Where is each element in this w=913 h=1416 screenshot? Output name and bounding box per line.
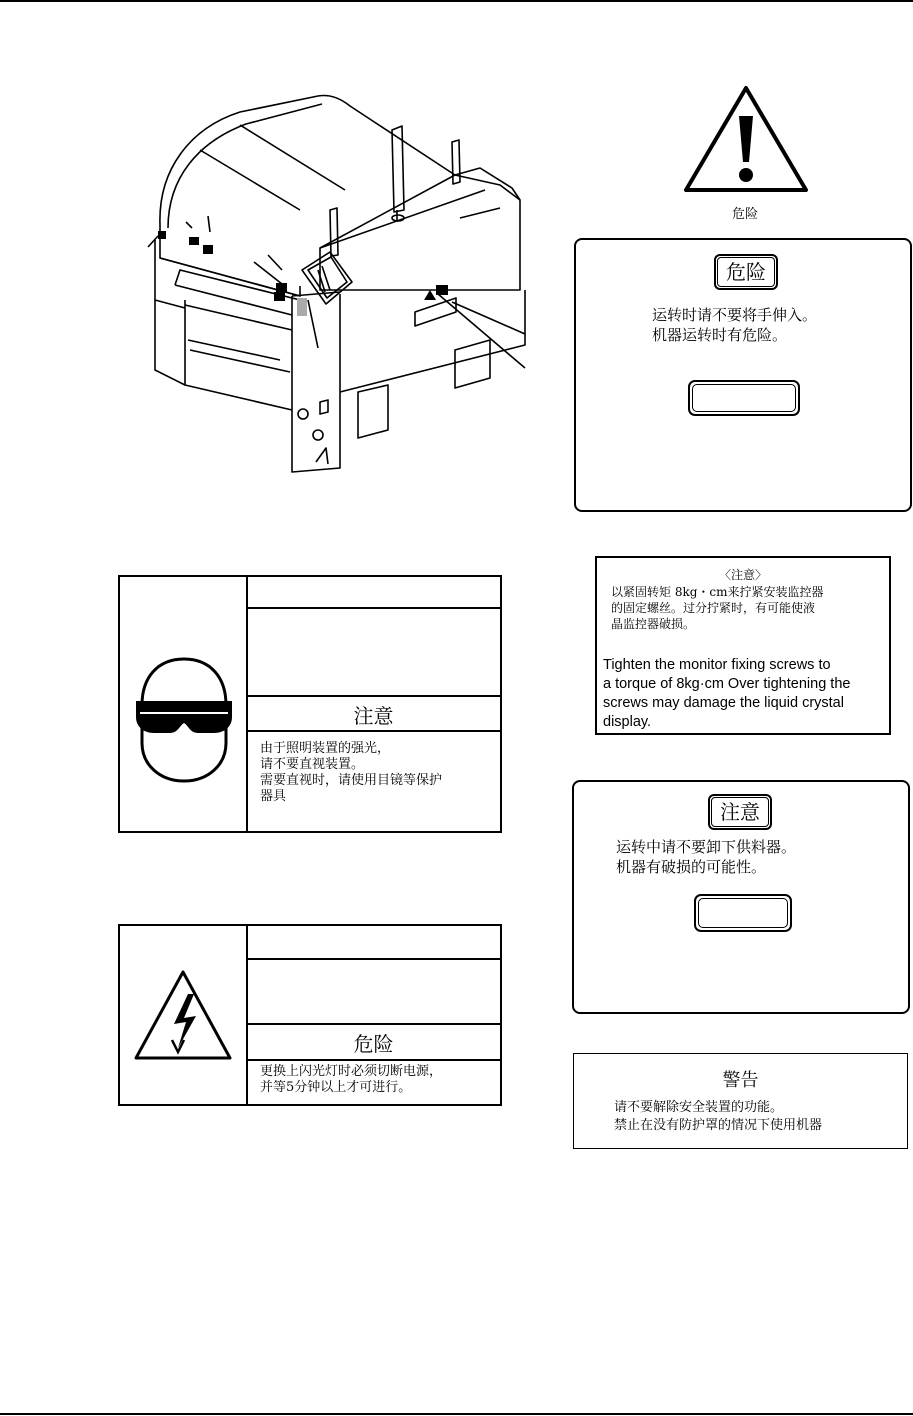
danger-symbol-caption: 危险 bbox=[731, 207, 758, 222]
goggles-label bbox=[118, 575, 502, 833]
danger-line-1: 运转时请不要将手伸入。 bbox=[652, 306, 818, 324]
electric-shock-icon bbox=[132, 968, 234, 1066]
warning-line-2: 禁止在没有防护罩的情况下使用机器 bbox=[614, 1118, 823, 1133]
top-rule bbox=[0, 0, 913, 2]
monitor-note-en-2: a torque of 8kg·cm Over tightening the bbox=[603, 676, 851, 692]
shock-heading: 危险 bbox=[353, 1032, 394, 1056]
caution-blank-plate bbox=[694, 894, 792, 932]
monitor-note-en-4: display. bbox=[603, 714, 652, 730]
caution-tag: 注意 bbox=[708, 794, 772, 830]
machine-illustration bbox=[140, 92, 540, 482]
monitor-note-en-1: Tighten the monitor fixing screws to bbox=[603, 657, 831, 673]
danger-blank-plate bbox=[688, 380, 800, 416]
warning-title: 警告 bbox=[722, 1070, 759, 1091]
warning-box bbox=[573, 1053, 908, 1149]
shock-label bbox=[118, 924, 502, 1106]
monitor-note-cn-3: 晶监控器破损。 bbox=[611, 617, 696, 631]
goggles-line-4: 器具 bbox=[260, 789, 287, 804]
caution-line-1: 运转中请不要卸下供料器。 bbox=[616, 838, 797, 856]
monitor-note-en-3: screws may damage the liquid crystal bbox=[603, 695, 844, 711]
warning-line-1: 请不要解除安全装置的功能。 bbox=[614, 1100, 784, 1115]
danger-panel bbox=[574, 238, 912, 512]
goggles-line-1: 由于照明装置的强光， bbox=[260, 741, 391, 756]
shock-line-2: 并等5分钟以上才可进行。 bbox=[260, 1080, 412, 1095]
safety-goggles-icon bbox=[132, 655, 236, 787]
warning-triangle-icon bbox=[682, 84, 810, 196]
danger-line-2: 机器运转时有危险。 bbox=[652, 326, 788, 344]
monitor-note-cn-1: 以紧固转矩 8kg・cm来拧紧安装监控器 bbox=[611, 585, 824, 599]
danger-tag: 危险 bbox=[714, 254, 778, 290]
goggles-line-3: 需要直视时，请使用目镜等保护 bbox=[260, 773, 443, 788]
caution-panel bbox=[572, 780, 910, 1014]
monitor-note bbox=[595, 556, 891, 735]
monitor-note-cn-2: 的固定螺丝。过分拧紧时，有可能使液 bbox=[611, 601, 816, 615]
bottom-rule bbox=[0, 1413, 913, 1415]
shock-line-1: 更换上闪光灯时必须切断电源， bbox=[260, 1064, 443, 1079]
monitor-note-title: 〈注意〉 bbox=[718, 568, 767, 582]
caution-line-2: 机器有破损的可能性。 bbox=[616, 858, 767, 876]
goggles-heading: 注意 bbox=[353, 704, 394, 728]
goggles-line-2: 请不要直视装置。 bbox=[260, 757, 365, 772]
